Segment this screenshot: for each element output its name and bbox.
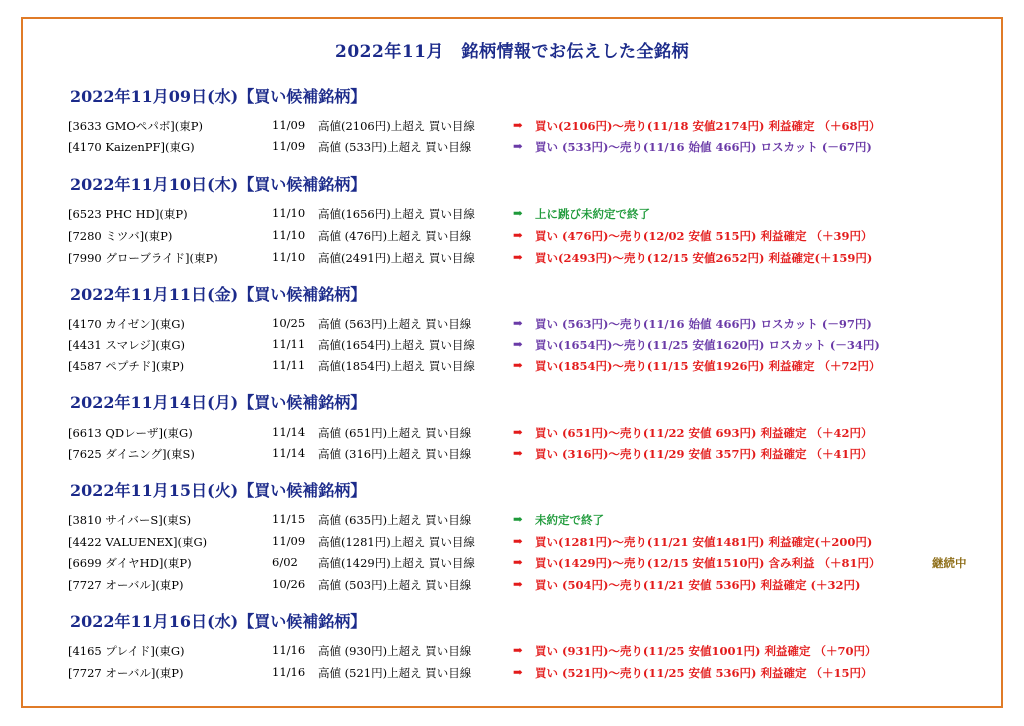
right-arrow-icon: ➡	[513, 643, 523, 657]
stock-row	[0, 643, 1024, 663]
signal-date: 11/14	[272, 425, 306, 439]
signal-date: 11/09	[272, 118, 306, 132]
entry-condition: 高値 (521円)上超え 買い目線	[318, 666, 472, 680]
section-title: 2022年11月09日(水)【買い候補銘柄】	[70, 87, 367, 106]
entry-condition: 高値 (563円)上超え 買い目線	[318, 317, 472, 331]
stock-row	[0, 316, 1024, 336]
stock-row	[0, 337, 1024, 357]
right-arrow-icon: ➡	[513, 665, 523, 679]
continuing-badge: 継続中	[932, 556, 967, 570]
right-arrow-icon: ➡	[513, 316, 523, 330]
page-title: 2022年11月 銘柄情報でお伝えした全銘柄	[335, 42, 689, 62]
trade-result: 買い (504円)～売り(11/21 安値 536円) 利益確定 (＋32円)	[535, 578, 861, 592]
entry-condition: 高値 (476円)上超え 買い目線	[318, 229, 472, 243]
stock-code: [3810 サイバーS](東S)	[68, 513, 192, 527]
entry-condition: 高値(1656円)上超え 買い目線	[318, 207, 475, 221]
signal-date: 10/25	[272, 316, 306, 330]
stock-row	[0, 358, 1024, 378]
stock-row	[0, 512, 1024, 532]
signal-date: 10/26	[272, 577, 306, 591]
entry-condition: 高値 (503円)上超え 買い目線	[318, 578, 472, 592]
signal-date: 6/02	[272, 555, 298, 569]
stock-row	[0, 425, 1024, 445]
stock-code: [6613 QDレーザ](東G)	[68, 426, 193, 440]
entry-condition: 高値(1429円)上超え 買い目線	[318, 556, 475, 570]
signal-date: 11/15	[272, 512, 306, 526]
entry-condition: 高値(1654円)上超え 買い目線	[318, 338, 475, 352]
stock-row	[0, 534, 1024, 554]
right-arrow-icon: ➡	[513, 206, 523, 220]
entry-condition: 高値(1854円)上超え 買い目線	[318, 359, 475, 373]
stock-code: [4587 ペプチド](東P)	[68, 359, 185, 373]
right-arrow-icon: ➡	[513, 358, 523, 372]
right-arrow-icon: ➡	[513, 577, 523, 591]
stock-row	[0, 446, 1024, 466]
trade-result: 買い (316円)～売り(11/29 安値 357円) 利益確定 （＋41円）	[535, 447, 873, 461]
trade-result: 買い (563円)～売り(11/16 始値 466円) ロスカット (－97円)	[535, 317, 872, 331]
stock-code: [7727 オーバル](東P)	[68, 666, 184, 680]
trade-result: 上に跳び未約定で終了	[535, 207, 650, 221]
right-arrow-icon: ➡	[513, 250, 523, 264]
trade-result: 買い (476円)～売り(12/02 安値 515円) 利益確定 （＋39円）	[535, 229, 873, 243]
trade-result: 買い (521円)～売り(11/25 安値 536円) 利益確定 （＋15円）	[535, 666, 873, 680]
stock-code: [4170 カイゼン](東G)	[68, 317, 185, 331]
entry-condition: 高値 (533円)上超え 買い目線	[318, 140, 472, 154]
stock-code: [4431 スマレジ](東G)	[68, 338, 186, 352]
right-arrow-icon: ➡	[513, 337, 523, 351]
signal-date: 11/09	[272, 534, 306, 548]
stock-row	[0, 577, 1024, 597]
stock-code: [4422 VALUENEX](東G)	[68, 535, 208, 549]
entry-condition: 高値 (316円)上超え 買い目線	[318, 447, 472, 461]
section-title: 2022年11月16日(水)【買い候補銘柄】	[70, 612, 367, 631]
signal-date: 11/09	[272, 139, 306, 153]
signal-date: 11/10	[272, 206, 306, 220]
signal-date: 11/11	[272, 337, 306, 351]
stock-row	[0, 118, 1024, 138]
entry-condition: 高値 (930円)上超え 買い目線	[318, 644, 472, 658]
signal-date: 11/11	[272, 358, 306, 372]
section-title: 2022年11月14日(月)【買い候補銘柄】	[70, 393, 367, 412]
stock-code: [7280 ミツバ](東P)	[68, 229, 173, 243]
entry-condition: 高値(2106円)上超え 買い目線	[318, 119, 475, 133]
section-title: 2022年11月15日(火)【買い候補銘柄】	[70, 481, 367, 500]
signal-date: 11/14	[272, 446, 306, 460]
stock-row	[0, 228, 1024, 248]
signal-date: 11/10	[272, 228, 306, 242]
entry-condition: 高値(2491円)上超え 買い目線	[318, 251, 475, 265]
stock-row	[0, 250, 1024, 270]
trade-result: 買い(1854円)～売り(11/15 安値1926円) 利益確定 （＋72円）	[535, 359, 881, 373]
right-arrow-icon: ➡	[513, 425, 523, 439]
entry-condition: 高値(1281円)上超え 買い目線	[318, 535, 475, 549]
trade-result: 買い(2106円)～売り(11/18 安値2174円) 利益確定 （＋68円）	[535, 119, 881, 133]
stock-code: [6699 ダイヤHD](東P)	[68, 556, 192, 570]
stock-row	[0, 206, 1024, 226]
trade-result: 買い(1281円)～売り(11/21 安値1481円) 利益確定(＋200円)	[535, 535, 873, 549]
signal-date: 11/10	[272, 250, 306, 264]
stock-row	[0, 139, 1024, 159]
trade-result: 買い (533円)～売り(11/16 始値 466円) ロスカット (－67円)	[535, 140, 872, 154]
right-arrow-icon: ➡	[513, 512, 523, 526]
stock-code: [4165 プレイド](東G)	[68, 644, 185, 658]
right-arrow-icon: ➡	[513, 446, 523, 460]
stock-code: [7727 オーバル](東P)	[68, 578, 184, 592]
right-arrow-icon: ➡	[513, 555, 523, 569]
right-arrow-icon: ➡	[513, 228, 523, 242]
signal-date: 11/16	[272, 665, 306, 679]
right-arrow-icon: ➡	[513, 118, 523, 132]
entry-condition: 高値 (651円)上超え 買い目線	[318, 426, 472, 440]
trade-result: 買い (651円)～売り(11/22 安値 693円) 利益確定 （＋42円）	[535, 426, 873, 440]
stock-row	[0, 555, 1024, 575]
stock-row	[0, 665, 1024, 685]
trade-result: 買い(2493円)～売り(12/15 安値2652円) 利益確定(＋159円)	[535, 251, 873, 265]
right-arrow-icon: ➡	[513, 139, 523, 153]
stock-code: [3633 GMOペパボ](東P)	[68, 119, 203, 133]
stock-code: [6523 PHC HD](東P)	[68, 207, 188, 221]
trade-result: 買い(1654円)～売り(11/25 安値1620円) ロスカット (－34円)	[535, 338, 880, 352]
trade-result: 買い(1429円)～売り(12/15 安値1510円) 含み利益 （＋81円）	[535, 556, 881, 570]
trade-result: 買い (931円)～売り(11/25 安値1001円) 利益確定 （＋70円）	[535, 644, 877, 658]
stock-code: [7990 グローブライド](東P)	[68, 251, 218, 265]
section-title: 2022年11月11日(金)【買い候補銘柄】	[70, 285, 367, 304]
signal-date: 11/16	[272, 643, 306, 657]
entry-condition: 高値 (635円)上超え 買い目線	[318, 513, 472, 527]
trade-result: 未約定で終了	[535, 513, 604, 527]
stock-code: [7625 ダイニング](東S)	[68, 447, 195, 461]
section-title: 2022年11月10日(木)【買い候補銘柄】	[70, 175, 367, 194]
stock-code: [4170 KaizenPF](東G)	[68, 140, 195, 154]
right-arrow-icon: ➡	[513, 534, 523, 548]
